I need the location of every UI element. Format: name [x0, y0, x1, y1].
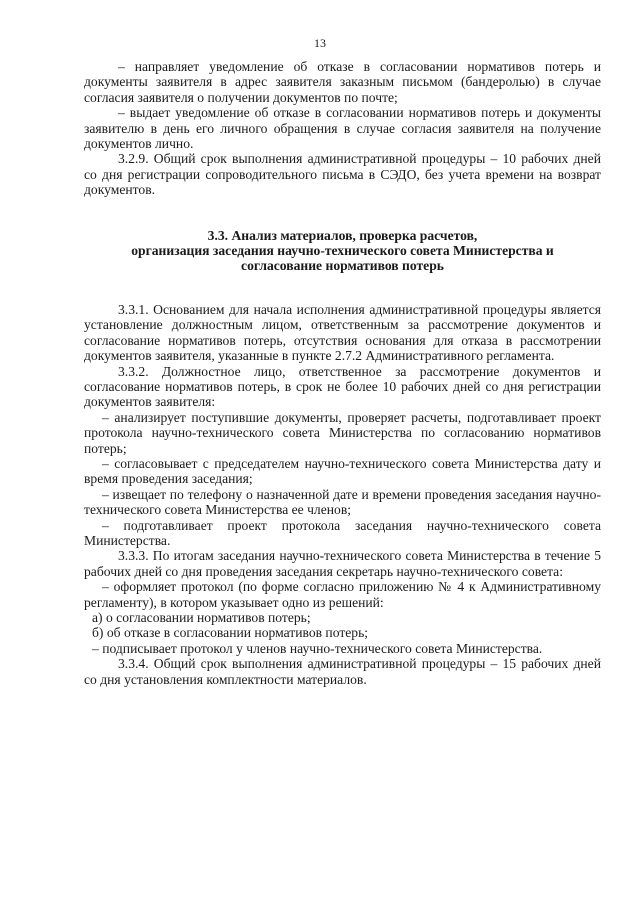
list-item-b-refuse: б) об отказе в согласовании нормативов потерь; — [92, 625, 369, 641]
list-item-agree-date: – согласовывает с председателем научно-технического совета Министерства дату и время проведения заседания; — [84, 455, 601, 487]
document-body — [84, 59, 601, 687]
paragraph-3-3-2: 3.3.2. Должностное лицо, ответственное за рассмотрение документов и согласование нормативов потерь, в срок не более 10 рабочих дней со дня регистрации документов заявителя: — [84, 363, 601, 410]
list-item-sign-protocol: – подписывает протокол у членов научно-технического совета Министерства. — [92, 640, 543, 656]
paragraph-3-3-3: 3.3.3. По итогам заседания научно-технического совета Министерства в течение 5 рабочих дней со дня проведения заседания секретарь научно-технического совета: — [84, 548, 601, 579]
heading-line-2: организация заседания научно-технического совета Министерства и — [131, 243, 554, 259]
paragraph-issue-in-person: – выдает уведомление об отказе в согласовании нормативов потерь и документы заявителю в день его личного обращения в случае согласия заявителя на получение документов лично. — [84, 105, 601, 152]
list-item-draw-up-protocol: – оформляет протокол (по форме согласно приложению № 4 к Административному регламенту), в котором указывает одно из решений: — [84, 579, 601, 610]
list-item-analyze: – анализирует поступившие документы, проверяет расчеты, подготавливает проект протокола научно-технического совета Министерства по согласованию нормативов потерь; — [84, 409, 601, 456]
paragraph-notify-by-mail: – направляет уведомление об отказе в согласовании нормативов потерь и документы заявителя в адрес заявителя заказным письмом (бандеролью) в случае согласия заявителя о получении документов по почте; — [84, 59, 601, 105]
list-item-prepare-protocol: – подготавливает проект протокола заседания научно-технического совета Министерства. — [84, 517, 601, 548]
heading-line-3: согласование нормативов потерь — [241, 258, 444, 274]
list-item-notify-phone: – извещает по телефону о назначенной дате и времени проведения заседания научно-технического совета Министерства ее членов; — [84, 486, 601, 518]
section-heading-3-3 — [84, 228, 601, 274]
page-number: 13 — [314, 36, 326, 50]
paragraph-3-3-4: 3.3.4. Общий срок выполнения административной процедуры – 15 рабочих дней со дня установления комплектности материалов. — [84, 656, 601, 687]
paragraph-3-3-1: 3.3.1. Основанием для начала исполнения административной процедуры является установление должностным лицом, ответственным за рассмотрение документов и согласование нормативов потерь, отсутствия основания для отказа в рассмотрении документов заявителя, указанные в пункте 2.7.2 Административного регламента. — [84, 301, 601, 364]
heading-line-1: 3.3. Анализ материалов, проверка расчетов, — [207, 227, 478, 243]
list-item-a-approve: а) о согласовании нормативов потерь; — [92, 610, 311, 625]
paragraph-3-2-9: 3.2.9. Общий срок выполнения административной процедуры – 10 рабочих дней со дня регистрации сопроводительного письма в СЭДО, без учета времени на возврат документов. — [84, 151, 601, 198]
